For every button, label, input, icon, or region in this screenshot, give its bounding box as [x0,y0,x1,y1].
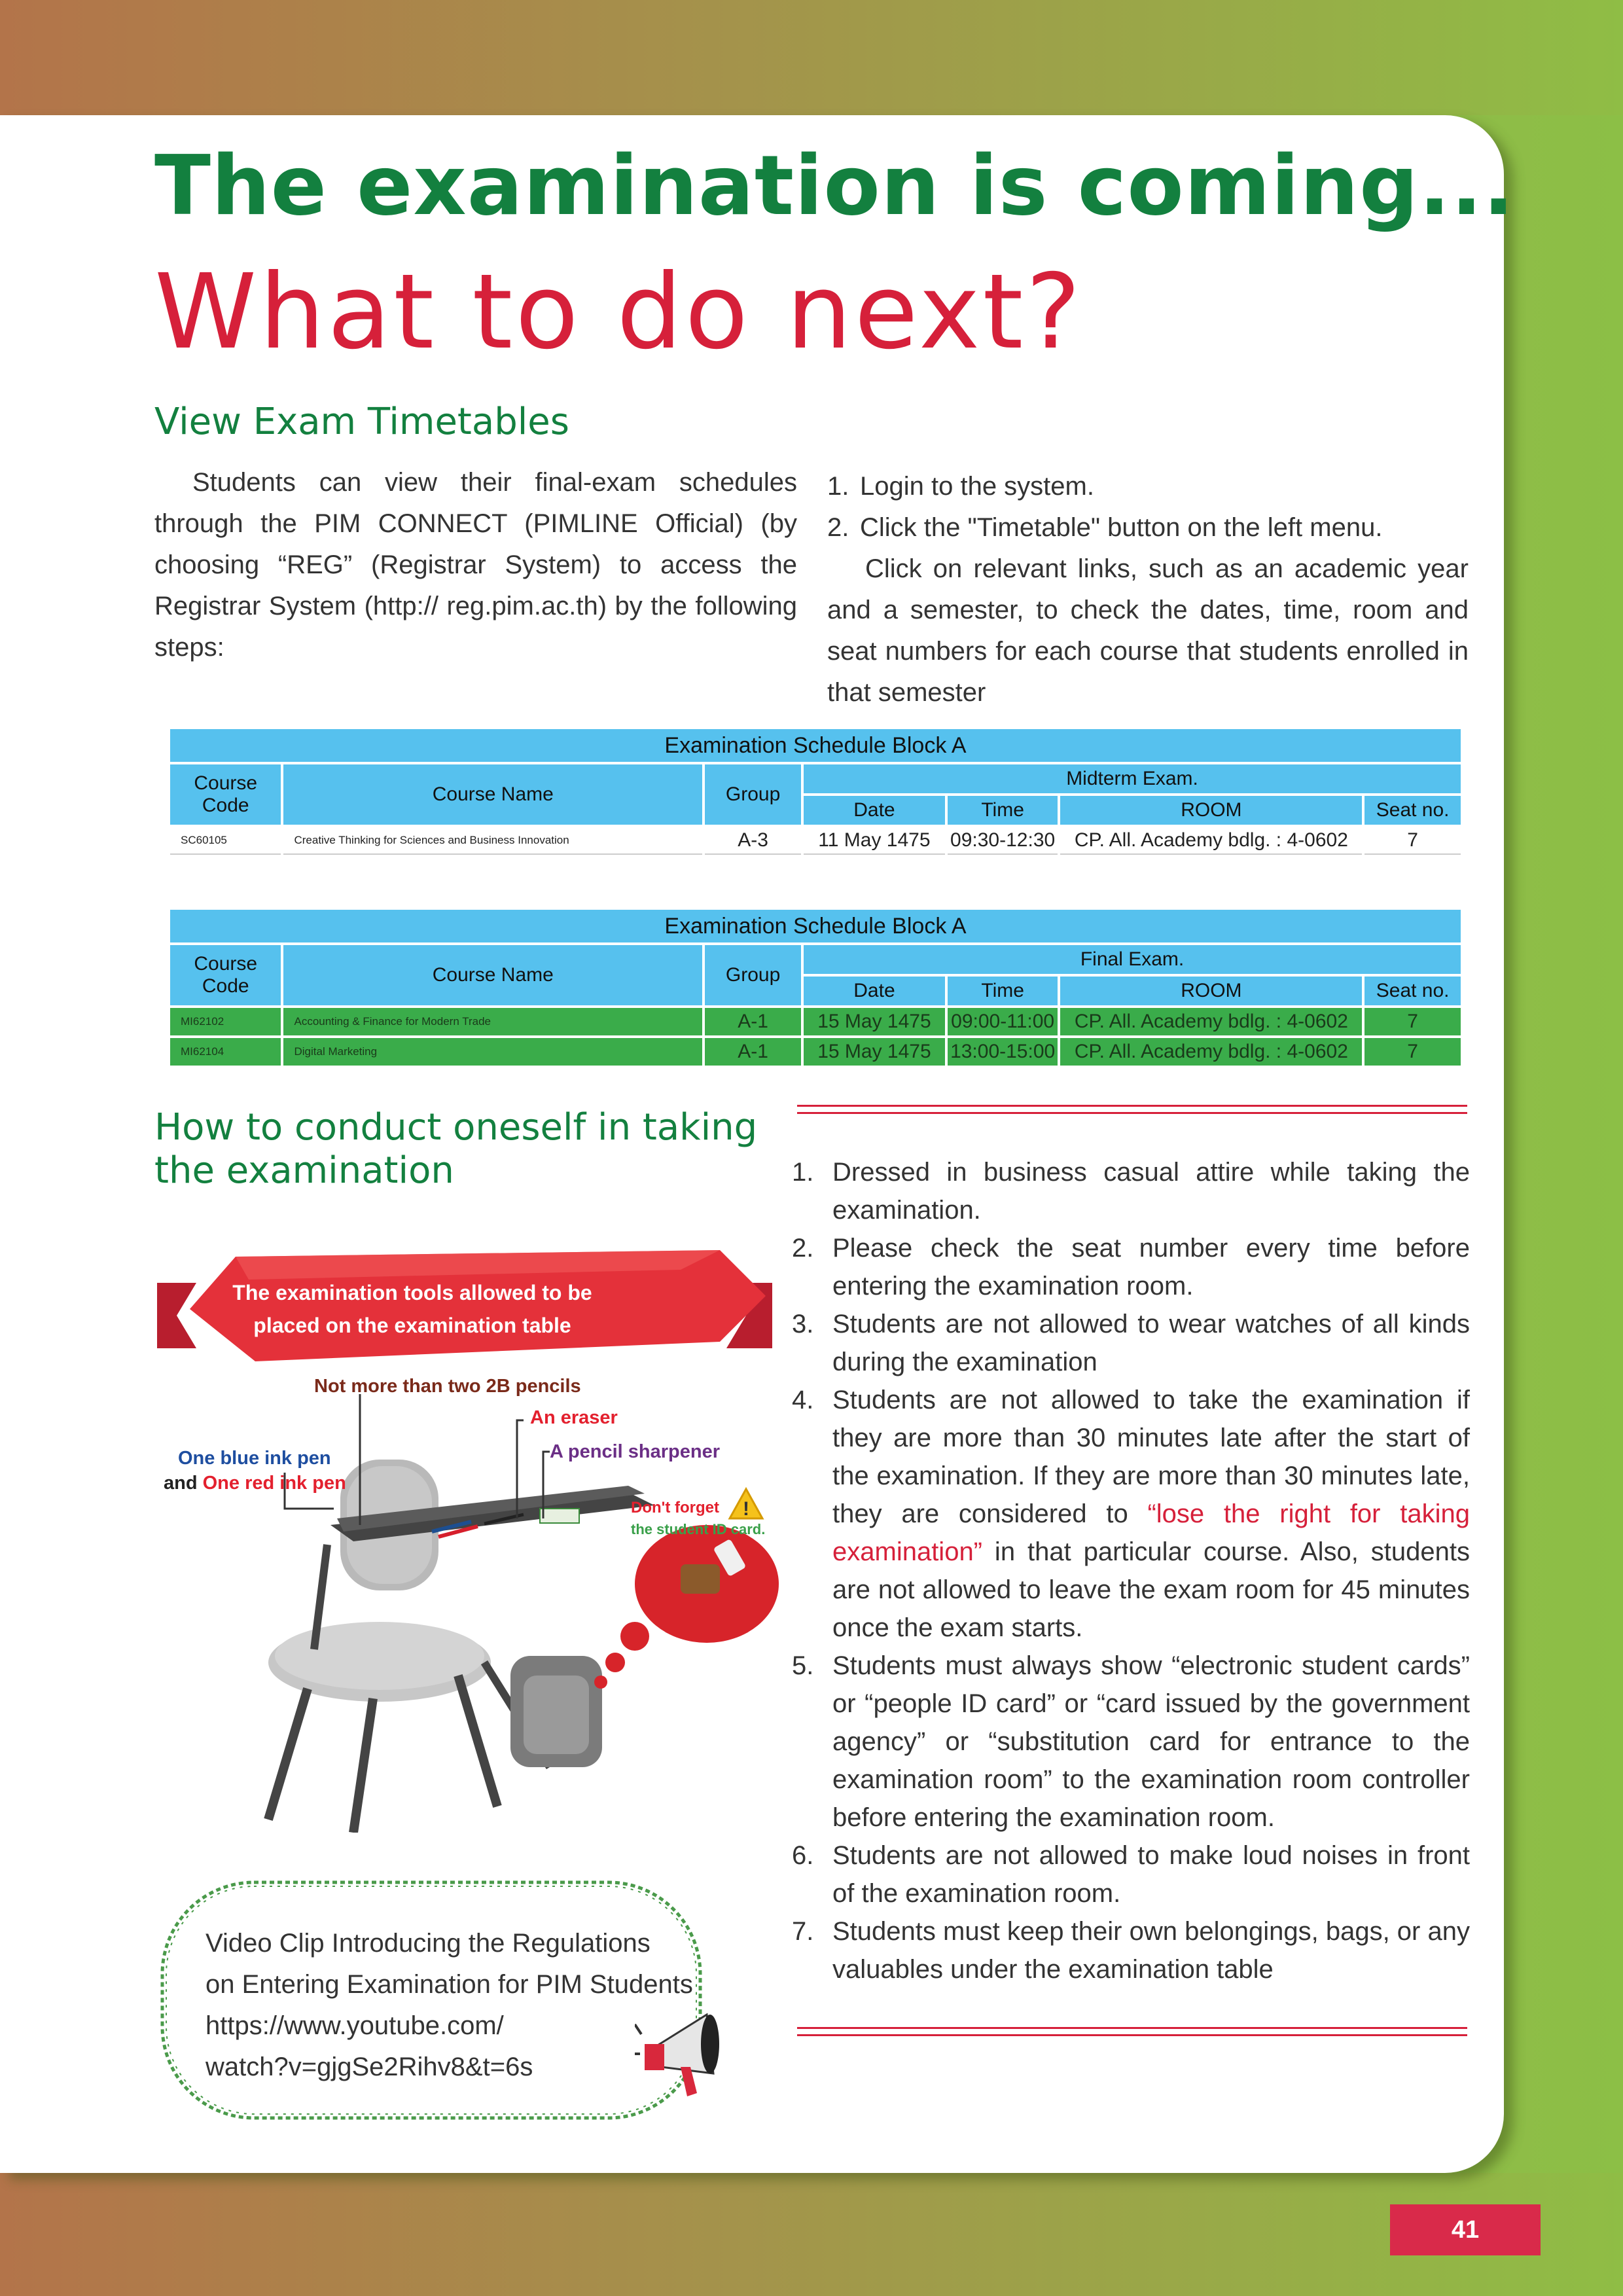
header-time: Time [948,796,1058,825]
header-group: Group [705,945,801,1005]
schedule-table-midterm [168,726,1463,857]
cell-name: Accounting & Finance for Modern Trade [283,1008,702,1035]
list-item [792,1153,1470,1229]
header-date: Date [804,977,945,1005]
conduct-rules-list [792,1153,1470,1988]
view-timetables-heading: View Exam Timetables [154,401,569,443]
cell-seat: 7 [1364,1038,1461,1066]
rule-text: Students must keep their own belongings, bags, or any valuables under the examination table [832,1917,1470,1984]
rule-number: 1. [792,1158,814,1187]
rule-text: Please check the seat number every time before entering the examination room. [832,1234,1470,1300]
list-item [792,1647,1470,1837]
rule-number: 2. [792,1234,814,1263]
label-blue-pen: One blue ink pen [178,1448,331,1469]
label-id-card: the student ID card. [631,1521,766,1537]
rule-text: Students are not allowed to wear watches of all kinds during the examination [832,1310,1470,1376]
intro-paragraph: Students can view their final-exam schedules through the PIM CONNECT (PIMLINE Official) (by choosing “REG” (Registrar System) to access the Registrar System (http:// reg.pim.ac.th) by the following steps: [154,468,797,662]
label-dont-forget: Don't forget [631,1499,720,1516]
header-time: Time [948,977,1058,1005]
label-red-pen-line [164,1473,346,1494]
divider-double-red [797,1105,1467,1114]
svg-text:!: ! [743,1498,749,1520]
table-row [170,827,1461,855]
cell-date: 15 May 1475 [804,1038,945,1066]
step-item [827,466,1469,507]
rule-number: 4. [792,1386,814,1414]
header-date: Date [804,796,945,825]
cell-group: A-1 [705,1038,801,1066]
list-item [792,1912,1470,1988]
cell-code: SC60105 [170,827,281,855]
rule-text: Students are not allowed to make loud noises in front of the examination room. [832,1841,1470,1908]
page-footer-band [0,2173,1623,2296]
video-line: on Entering Examination for PIM Students [205,1970,693,1999]
step-text: Login to the system. [860,472,1094,501]
cell-date: 11 May 1475 [804,827,945,855]
list-item [792,1381,1470,1647]
header-seat: Seat no. [1364,977,1461,1005]
cell-date: 15 May 1475 [804,1008,945,1035]
cell-time: 09:30-12:30 [948,827,1058,855]
page-number: 41 [1451,2216,1480,2244]
label-pencils: Not more than two 2B pencils [314,1376,581,1397]
list-item [792,1305,1470,1381]
list-item [792,1229,1470,1305]
rule-text-highlight: “lose the right for taking examination” [832,1499,1470,1566]
schedule-title: Examination Schedule Block A [170,910,1461,942]
step-text: Click the "Timetable" button on the left menu. [860,513,1383,542]
video-link[interactable]: https://www.youtube.com/ [205,2011,504,2040]
rule-text: Students must always show “electronic student cards” or “people ID card” or “card issued by the government agency” or “substitution card for entrance to the examination room” to the examination room controller before entering the examination room. [832,1651,1470,1832]
video-link[interactable]: watch?v=gjgSe2Rihv8&t=6s [205,2053,533,2081]
steps-note: Click on relevant links, such as an academic year and a semester, to check the dates, time, room and seat numbers for each course that students enrolled in that semester [827,554,1469,707]
label-red-pen: One red ink pen [202,1473,346,1494]
cell-room: CP. All. Academy bdlg. : 4-0602 [1060,827,1362,855]
page-header-band [0,0,1623,115]
schedule-table-final [168,907,1463,1068]
header-seat: Seat no. [1364,796,1461,825]
cell-name: Creative Thinking for Sciences and Business Innovation [283,827,702,855]
cell-seat: 7 [1364,827,1461,855]
table-row [170,1008,1461,1035]
header-group: Group [705,764,801,825]
warning-triangle-icon [730,1489,762,1520]
list-item [792,1837,1470,1912]
rule-number: 7. [792,1917,814,1946]
cell-time: 09:00-11:00 [948,1008,1058,1035]
step-number: 2. [827,513,849,542]
cell-group: A-3 [705,827,801,855]
megaphone-icon [635,2001,733,2100]
rule-text-part: in that particular course. Also, students are not allowed to leave the exam room for 45 minutes once the exam starts. [832,1537,1470,1642]
divider-double-red [797,2027,1467,2036]
cell-room: CP. All. Academy bdlg. : 4-0602 [1060,1038,1362,1066]
header-exam-type: Midterm Exam. [804,764,1461,793]
cell-name: Digital Marketing [283,1038,702,1066]
label-eraser: An eraser [530,1407,618,1428]
conduct-heading: How to conduct oneself in taking the examination [154,1106,758,1192]
cell-time: 13:00-15:00 [948,1038,1058,1066]
page-number-badge [1390,2204,1541,2255]
rule-number: 6. [792,1841,814,1870]
header-room: ROOM [1060,977,1362,1005]
step-item [827,507,1469,548]
cell-code: MI62102 [170,1008,281,1035]
exam-tools-illustration [157,1244,785,1833]
rule-text: Dressed in business casual attire while taking the examination. [832,1158,1470,1225]
video-line: Video Clip Introducing the Regulations [205,1929,651,1958]
cell-seat: 7 [1364,1008,1461,1035]
header-exam-type: Final Exam. [804,945,1461,974]
banner-caption: The examination tools allowed to be placed on the examination table [232,1281,592,1337]
main-subtitle: What to do next? [154,252,1084,372]
table-row [170,1038,1461,1066]
rule-text [832,1381,1470,1647]
label-sharpener: A pencil sharpener [550,1441,721,1462]
header-course-code: Course Code [170,945,281,1005]
schedule-title: Examination Schedule Block A [170,729,1461,762]
rule-number: 5. [792,1651,814,1680]
header-course-name: Course Name [283,764,702,825]
cell-code: MI62104 [170,1038,281,1066]
label-and: and [164,1473,198,1494]
header-course-code: Course Code [170,764,281,825]
main-title: The examination is coming... [154,137,1515,234]
rule-text-part: Students are not allowed to take the examination if they are more than 30 minutes late after the start of the examination. If they are more than 30 minutes late, they are considered to [832,1386,1470,1528]
video-info-box [157,1877,705,2123]
video-text [205,1923,703,2088]
header-room: ROOM [1060,796,1362,825]
cell-group: A-1 [705,1008,801,1035]
header-course-name: Course Name [283,945,702,1005]
cell-room: CP. All. Academy bdlg. : 4-0602 [1060,1008,1362,1035]
rule-number: 3. [792,1310,814,1338]
steps-list [827,466,1469,713]
step-number: 1. [827,472,849,501]
